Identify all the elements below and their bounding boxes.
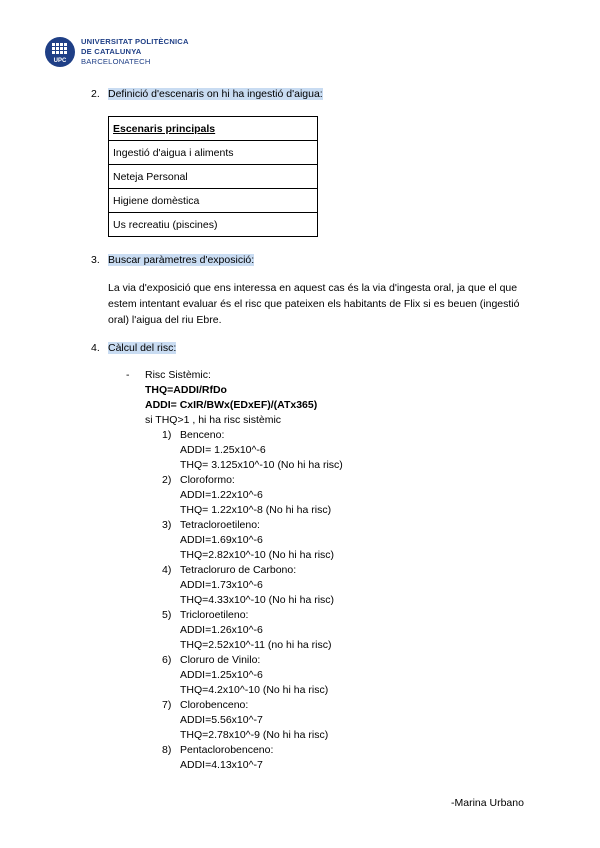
scenarios-table-row: Higiene domèstica	[109, 189, 318, 213]
section-3-title: Buscar paràmetres d'exposició:	[108, 254, 255, 266]
list-item	[145, 608, 405, 653]
logo-line-1: UNIVERSITAT POLITÈCNICA	[81, 37, 189, 46]
section-2-number: 2.	[91, 88, 100, 100]
compound-addi: ADDI=1.25x10^-6	[180, 669, 263, 681]
compound-thq: THQ= 1.22x10^-8 (No hi ha risc)	[180, 504, 332, 516]
risc-sistemic-body	[145, 368, 405, 773]
logo-line-3: BARCELONATECH	[81, 57, 151, 66]
scenarios-table	[108, 116, 318, 237]
compound-name: Cloruro de Vinilo:	[180, 654, 261, 666]
upc-logo	[45, 37, 189, 67]
compound-addi: ADDI=1.22x10^-6	[180, 489, 263, 501]
logo-text	[81, 37, 189, 67]
compound-name: Cloroformo:	[180, 474, 235, 486]
list-item	[145, 518, 405, 563]
upc-logo-mark	[45, 37, 75, 67]
formula-addi: ADDI= CxIR/BWx(EDxEF)/(ATx365)	[145, 399, 318, 411]
section-3-heading	[91, 254, 254, 266]
compound-thq: THQ=2.82x10^-10 (No hi ha risc)	[180, 549, 335, 561]
section-4-heading	[91, 342, 176, 354]
list-item-number: 1)	[162, 429, 172, 441]
compound-name: Pentaclorobenceno:	[180, 744, 274, 756]
compound-name: Clorobenceno:	[180, 699, 249, 711]
list-item-number: 7)	[162, 699, 172, 711]
scenarios-table-row: Us recreatiu (piscines)	[109, 213, 318, 237]
author-signature: -Marina Urbano	[451, 797, 524, 809]
section-2-title: Definició d'escenaris on hi ha ingestió d'aigua:	[108, 88, 323, 100]
formula-thq: THQ=ADDI/RfDo	[145, 384, 227, 396]
section-2-heading	[91, 88, 323, 100]
list-item	[145, 563, 405, 608]
compound-name: Benceno:	[180, 429, 225, 441]
scenarios-table-header: Escenaris principals	[109, 117, 318, 141]
section-4-title: Càlcul del risc:	[108, 342, 177, 354]
compound-addi: ADDI= 1.25x10^-6	[180, 444, 266, 456]
compound-addi: ADDI=1.73x10^-6	[180, 579, 263, 591]
section-3-paragraph: La via d'exposició que ens interessa en aquest cas és la via d'ingesta oral, ja que el que estem intentant evaluar és el risc que pateixen els habitants de Flix si es beuen (ingestió oral) l'aigua del riu Ebre.	[108, 282, 520, 326]
list-item-number: 4)	[162, 564, 172, 576]
bullet-dash: -	[126, 369, 130, 381]
risc-subtitle: Risc Sistèmic:	[145, 369, 211, 381]
scenarios-table-row: Neteja Personal	[109, 165, 318, 189]
risk-condition: si THQ>1 , hi ha risc sistèmic	[145, 414, 282, 426]
list-item-number: 8)	[162, 744, 172, 756]
compound-list	[145, 428, 405, 773]
list-item	[145, 653, 405, 698]
upc-logo-mark-text: UPC	[53, 58, 67, 64]
list-item-number: 3)	[162, 519, 172, 531]
section-3-number: 3.	[91, 254, 100, 266]
list-item-number: 2)	[162, 474, 172, 486]
compound-thq: THQ=2.78x10^-9 (No hi ha risc)	[180, 729, 329, 741]
list-item	[145, 428, 405, 473]
compound-thq: THQ=4.2x10^-10 (No hi ha risc)	[180, 684, 329, 696]
list-item-number: 6)	[162, 654, 172, 666]
compound-addi: ADDI=5.56x10^-7	[180, 714, 263, 726]
compound-name: Tricloroetileno:	[180, 609, 249, 621]
list-item-number: 5)	[162, 609, 172, 621]
compound-addi: ADDI=1.69x10^-6	[180, 534, 263, 546]
compound-addi: ADDI=4.13x10^-7	[180, 759, 263, 771]
compound-addi: ADDI=1.26x10^-6	[180, 624, 263, 636]
list-item	[145, 743, 405, 773]
list-item	[145, 473, 405, 518]
section-4-number: 4.	[91, 342, 100, 354]
list-item	[145, 698, 405, 743]
logo-line-2: DE CATALUNYA	[81, 47, 142, 56]
compound-name: Tetracloroetileno:	[180, 519, 260, 531]
compound-thq: THQ=4.33x10^-10 (No hi ha risc)	[180, 594, 335, 606]
scenarios-table-row: Ingestió d'aigua i aliments	[109, 141, 318, 165]
compound-thq: THQ= 3.125x10^-10 (No hi ha risc)	[180, 459, 343, 471]
compound-name: Tetracloruro de Carbono:	[180, 564, 297, 576]
compound-thq: THQ=2.52x10^-11 (no hi ha risc)	[180, 639, 332, 651]
